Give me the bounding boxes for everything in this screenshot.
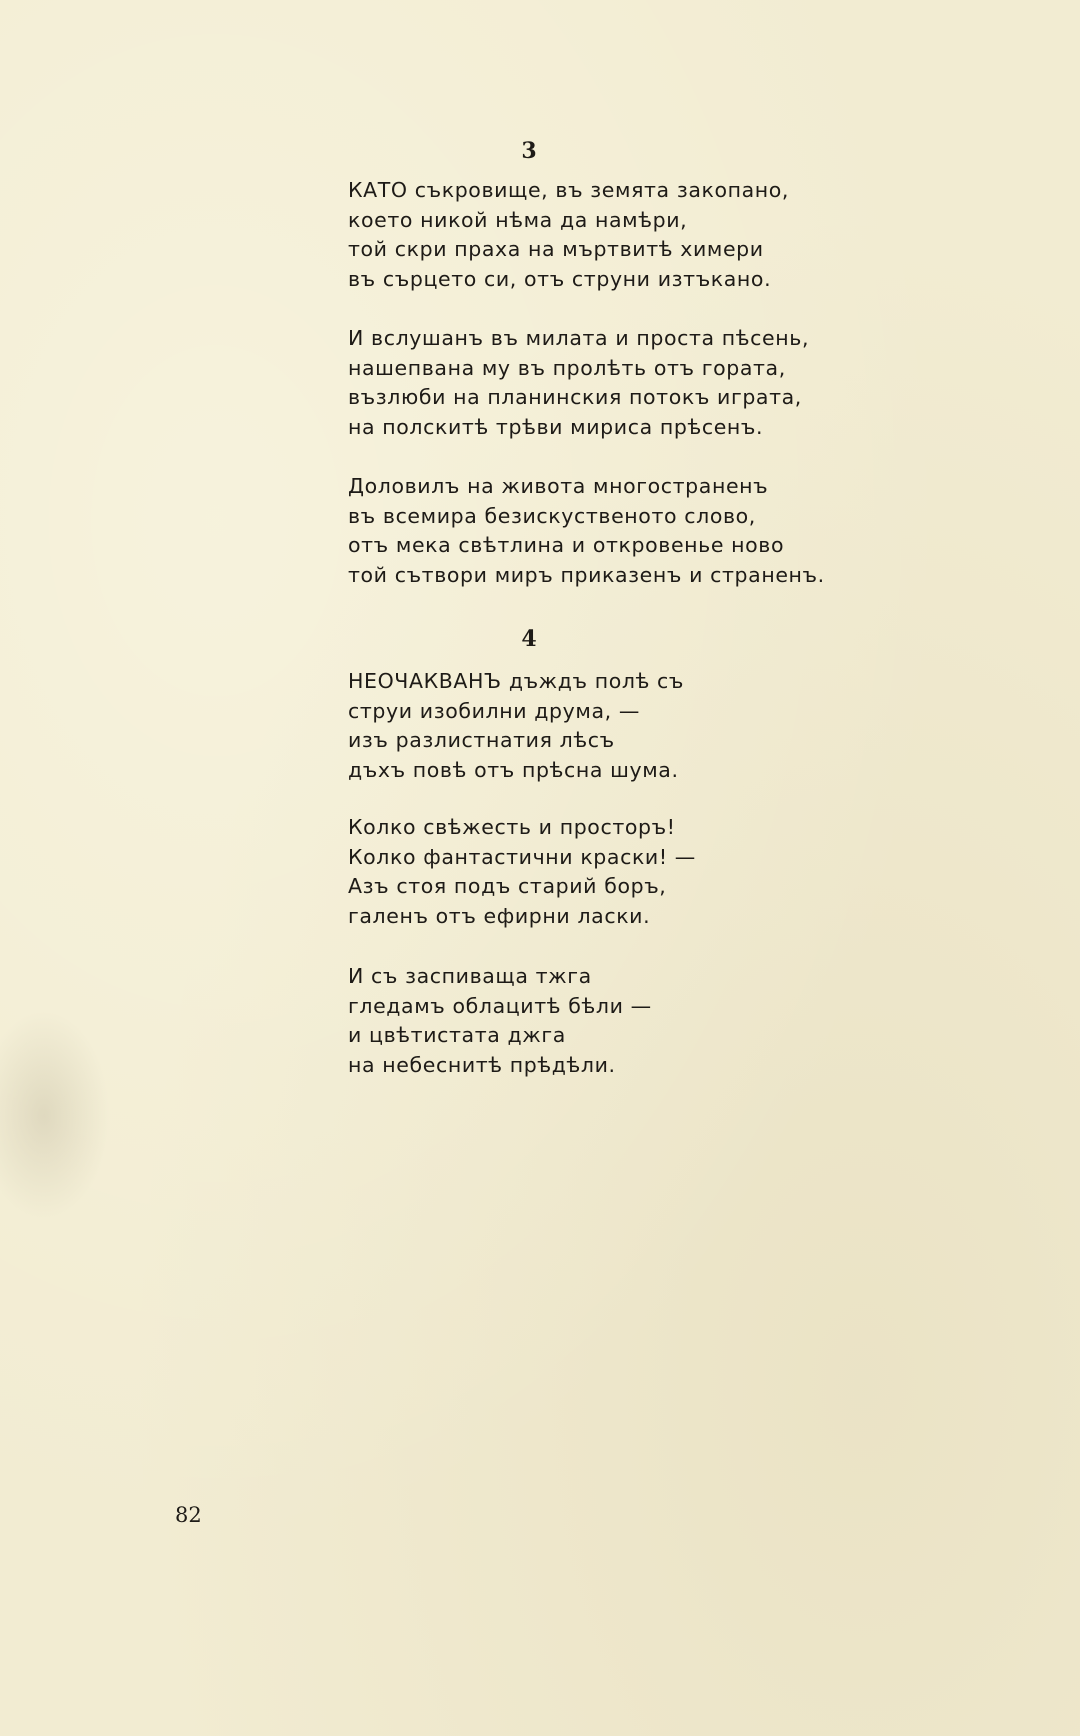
stanza — [348, 472, 825, 590]
verse-line: и цвѣтистата джга — [348, 1023, 566, 1047]
verse-line: Колко свѣжесть и просторъ! — [348, 815, 676, 839]
verse-line: КАТО съкровище, въ земята закопано, — [348, 178, 790, 202]
verse-line: гледамъ облацитѣ бѣли — — [348, 993, 652, 1018]
stanza — [348, 324, 809, 442]
stanza — [348, 176, 789, 294]
verse-line: дъхъ повѣ отъ прѣсна шума. — [348, 757, 679, 782]
verse-line: възлюби на планинския потокъ играта, — [348, 385, 802, 409]
verse-line: Колко фантастични краски! — — [348, 844, 696, 869]
stanza — [348, 813, 696, 931]
verse-line: на полскитѣ трѣви мириса прѣсенъ. — [348, 414, 764, 439]
verse-line: Доловилъ на живота многостраненъ — [348, 474, 769, 498]
verse-line: въ сърцето си, отъ струни изтъкано. — [348, 266, 772, 291]
poem-number: 4 — [521, 626, 537, 652]
verse-line: въ всемира безискуственото слово, — [348, 503, 756, 528]
stanza — [348, 667, 684, 785]
verse-line: нашепвана му въ пролѣть отъ гората, — [348, 355, 786, 380]
verse-line: струи изобилни друма, — — [348, 698, 640, 723]
paper-stain — [0, 1010, 110, 1220]
verse-line: галенъ отъ ефирни ласки. — [348, 903, 651, 928]
verse-line: той сътвори миръ приказенъ и страненъ. — [348, 562, 825, 587]
verse-line: И вслушанъ въ милата и проста пѣсень, — [348, 326, 810, 350]
verse-line: той скри праха на мъртвитѣ химери — [348, 237, 764, 261]
verse-line: на небеснитѣ прѣдѣли. — [348, 1052, 616, 1077]
page-number: 82 — [175, 1503, 202, 1527]
verse-line: И съ заспиваща тжга — [348, 964, 592, 988]
verse-line: Азъ стоя подъ старий боръ, — [348, 874, 667, 898]
verse-line: което никой нѣма да намѣри, — [348, 207, 688, 232]
verse-line: изъ разлистнатия лѣсъ — [348, 728, 615, 752]
verse-line: НЕОЧАКВАНЪ дъждъ полѣ съ — [348, 669, 685, 693]
stanza — [348, 962, 652, 1080]
verse-line: отъ мека свѣтлина и откровенье ново — [348, 533, 785, 557]
poem-number: 3 — [521, 138, 537, 164]
